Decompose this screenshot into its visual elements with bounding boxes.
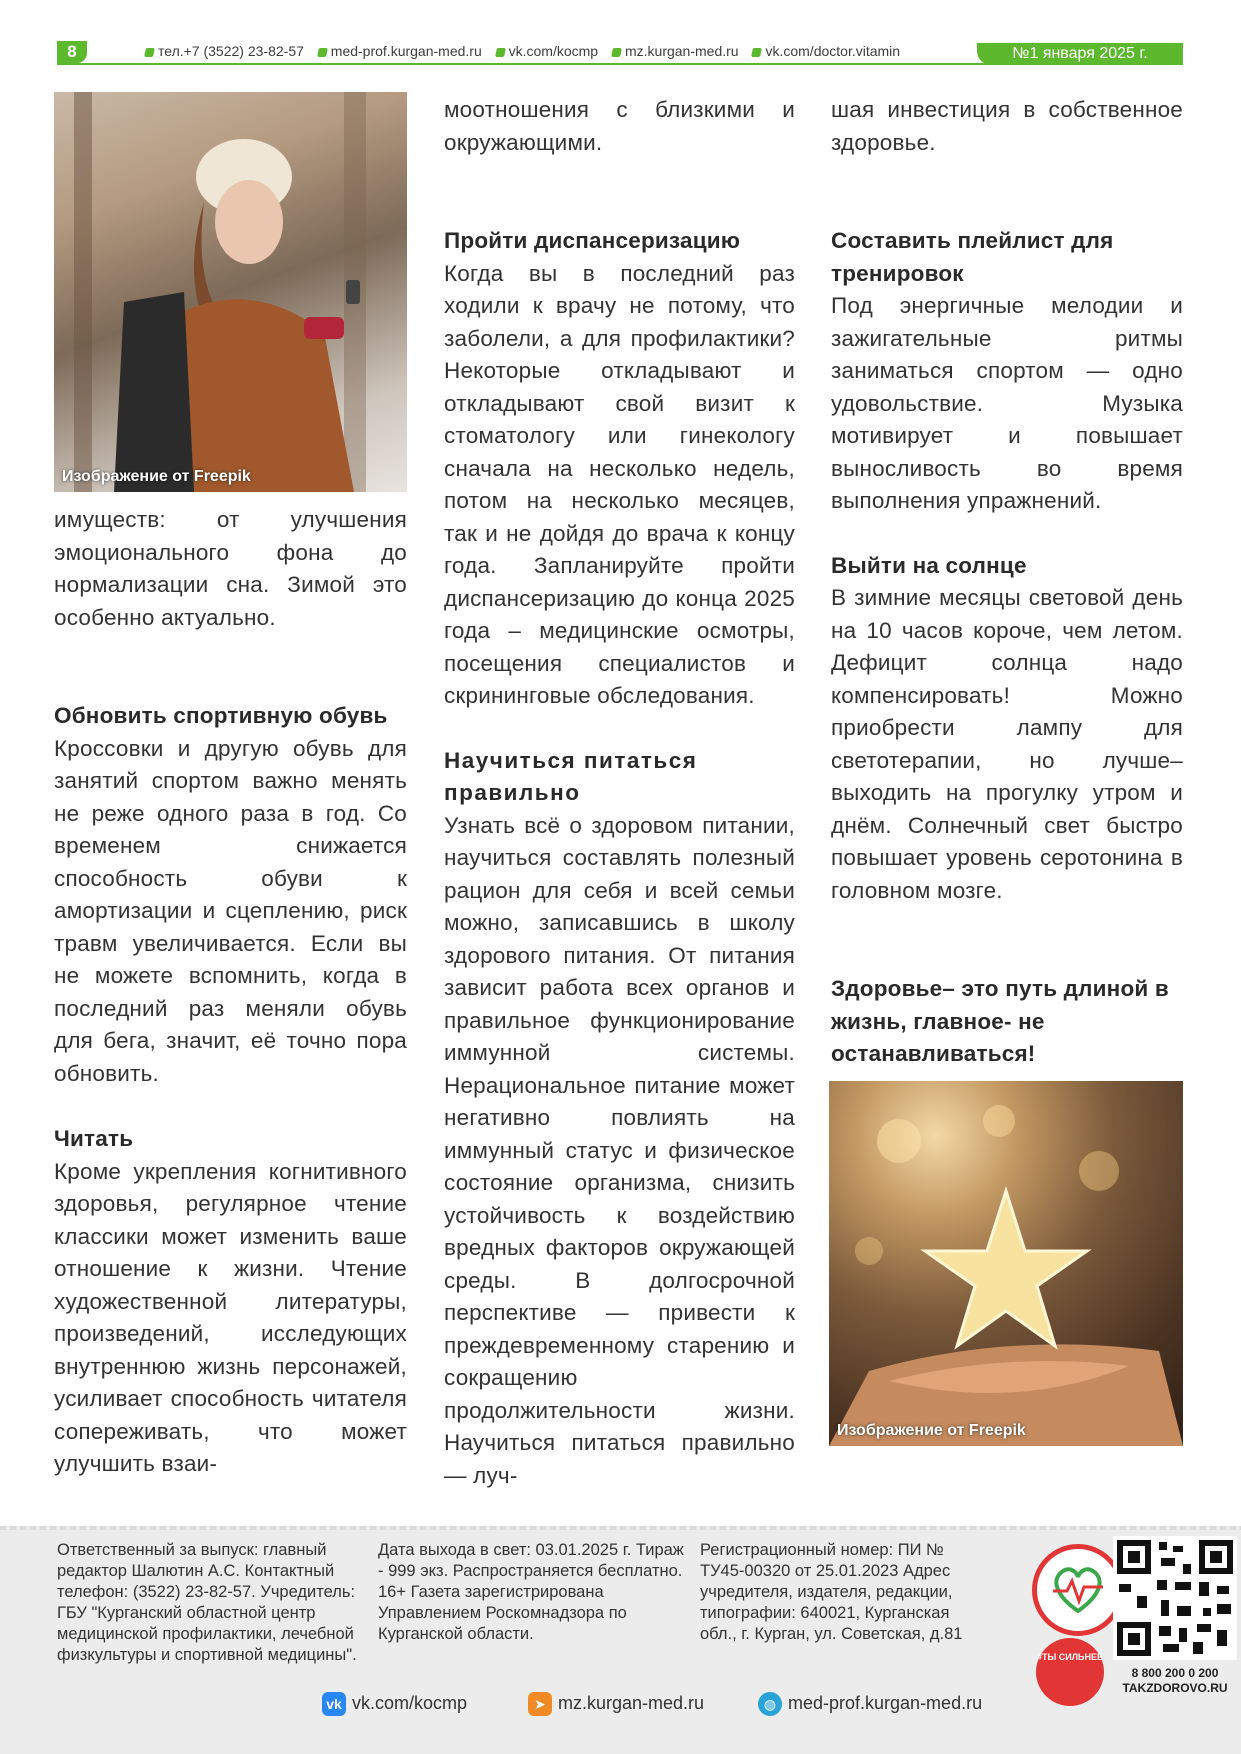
bullet-icon (495, 48, 506, 57)
paragraph-relations: моотношения с близкими и окружающими. (444, 97, 795, 155)
heart-logo-icon (1032, 1544, 1124, 1636)
heading-checkup: Пройти диспансеризацию (444, 228, 741, 253)
footer-divider (0, 1526, 1241, 1530)
paragraph-nutrition: Узнать всё о здоровом питании, научиться составлять полезный рацион для себя и всей семьи можно, записавшись в школу здорового питания. От питания зависит работа всех органов и правильное функционирование иммунной системы. Нерациональное питание может негативно повлиять на иммунный статус и физическое состояние организма, снизить устойчивость к воздействию вредных факторов окружающей среды. В долгосрочной перспективе — привести к преждевременному старению и сокращению продолжительности жизни. Научиться питаться правильно — луч- (444, 812, 795, 1488)
paragraph-investment: шая инвестиция в собственное здоровье. (831, 97, 1183, 155)
bullet-icon (144, 48, 155, 57)
column-3 (831, 94, 1183, 1071)
photo-woman-winter (54, 92, 407, 492)
vk-icon: vk (322, 1692, 346, 1716)
header-rule (57, 63, 1183, 65)
campaign-badge: #ТЫ СИЛЬНЕЕ (1036, 1638, 1104, 1706)
photo-woman-illustration (54, 92, 407, 492)
photo-caption: Изображение от Freepik (62, 468, 251, 485)
paragraph-read: Кроме укрепления когнитивного здоровья, регулярное чтение классики может изменить ваше отношение к жизни. Чтение художественной литературы, произведений, исследующих внутреннюю жизнь персонажей, усиливает способность читателя сопереживать, что может улучшить взаи- (54, 1158, 407, 1476)
paragraph-shoes: Кроссовки и другую обувь для занятий спортом важно менять не реже одного раза в год. Со временем снижается способность обуви к амортизации и сцеплению, риск травм увеличивается. Если вы не можете вспомнить, когда в последний раз меняли обувь для бега, значит, её точно пора обновить. (54, 735, 407, 1086)
qr-code-icon[interactable] (1113, 1536, 1237, 1660)
header-link-prof[interactable]: med-prof.kurgan-med.ru (330, 43, 482, 59)
heart-icon (1037, 1549, 1119, 1631)
heading-read: Читать (54, 1126, 134, 1151)
paragraph-intro: имуществ: от улучшения эмоционального фона до нормализации сна. Зимой это особенно актуально. (54, 507, 407, 630)
page-header (57, 41, 1183, 65)
hotline-site[interactable]: TAKZDOROVO.RU (1122, 1681, 1228, 1695)
star-illustration (829, 1081, 1183, 1446)
paragraph-playlist: Под энергичные мелодии и зажигательные ритмы заниматься спортом — одно удовольствие. Музыка мотивирует и повышает выносливость во время выполнения упражнений. (831, 293, 1183, 513)
hotline-text (1110, 1666, 1240, 1696)
footer (0, 1526, 1241, 1754)
footer-registration-info: Регистрационный номер: ПИ № ТУ45-00320 от 25.01.2023 Адрес учредителя, издателя, редакции, типографии: 640021, Курганская обл., г. Курган, ул. Советская, д.81 (700, 1541, 963, 1643)
bullet-icon (611, 48, 622, 57)
qr-pattern (1113, 1536, 1237, 1660)
cursor-icon: ➤ (528, 1692, 552, 1716)
heading-nutrition: Научиться питаться правильно (444, 747, 698, 805)
footer-editor-info: Ответственный за выпуск: главный редактор Шалютин А.С. Контактный телефон: (3522) 23-82-57. Учредитель: ГБУ "Курганский областной центр медицинской профилактики, лечебной физкультуры и спортивной медицины". (57, 1541, 357, 1664)
header-link-vk-doctor[interactable]: vk.com/doctor.vitamin (765, 43, 901, 59)
header-link-vk[interactable]: vk.com/kocmp (508, 43, 599, 59)
footer-link-mz[interactable]: ➤ mz.kurgan-med.ru (528, 1692, 704, 1716)
bullet-icon (317, 48, 328, 57)
heading-playlist: Составить плейлист для тренировок (831, 228, 1114, 286)
footer-publication-info: Дата выхода в свет: 03.01.2025 г. Тираж - 999 экз. Распространяется бесплатно. 16+ Газета зарегистрирована Управлением Роскомнадзора по Курганской области. (378, 1541, 684, 1643)
photo-star-hands (829, 1081, 1183, 1446)
column-2 (444, 94, 795, 1492)
footer-link-prof[interactable]: ◍ med-prof.kurgan-med.ru (758, 1692, 982, 1716)
footer-link-vk[interactable]: vk vk.com/kocmp (322, 1692, 467, 1716)
header-contacts (135, 43, 900, 59)
issue-date: №1 января 2025 г. (977, 43, 1183, 65)
column-1 (54, 504, 407, 1481)
header-phone: тел.+7 (3522) 23-82-57 (158, 43, 304, 59)
hotline-number: 8 800 200 0 200 (1131, 1666, 1219, 1680)
heading-sun: Выйти на солнце (831, 552, 1027, 578)
bullet-icon (752, 48, 763, 57)
header-link-mz[interactable]: mz.kurgan-med.ru (624, 43, 739, 59)
globe-icon: ◍ (758, 1692, 782, 1716)
heading-shoes: Обновить спортивную обувь (54, 703, 388, 728)
page-number: 8 (57, 41, 87, 63)
slogan: Здоровье– это путь длиной в жизнь, главное- не останавливаться! (831, 976, 1169, 1066)
paragraph-sun: В зимние месяцы световой день на 10 часов короче, чем летом. Дефицит солнца надо компенсировать! Можно приобрести лампу для светотерапии, но лучше– выходить на прогулку утром и днём. Солнечный свет быстро повышает уровень серотонина в головном мозге. (831, 585, 1183, 903)
photo-caption: Изображение от Freepik (837, 1422, 1026, 1439)
paragraph-checkup: Когда вы в последний раз ходили к врачу не потому, что заболели, а для профилактики? Некоторые откладывают и откладывают свой визит к стоматологу или гинекологу сначала на несколько недель, потом на несколько месяцев, так и не дойдя до врача к концу года. Запланируйте пройти диспансеризацию до конца 2025 года – медицинские осмотры, посещения специалистов и скрининговые обследования. (444, 260, 795, 708)
